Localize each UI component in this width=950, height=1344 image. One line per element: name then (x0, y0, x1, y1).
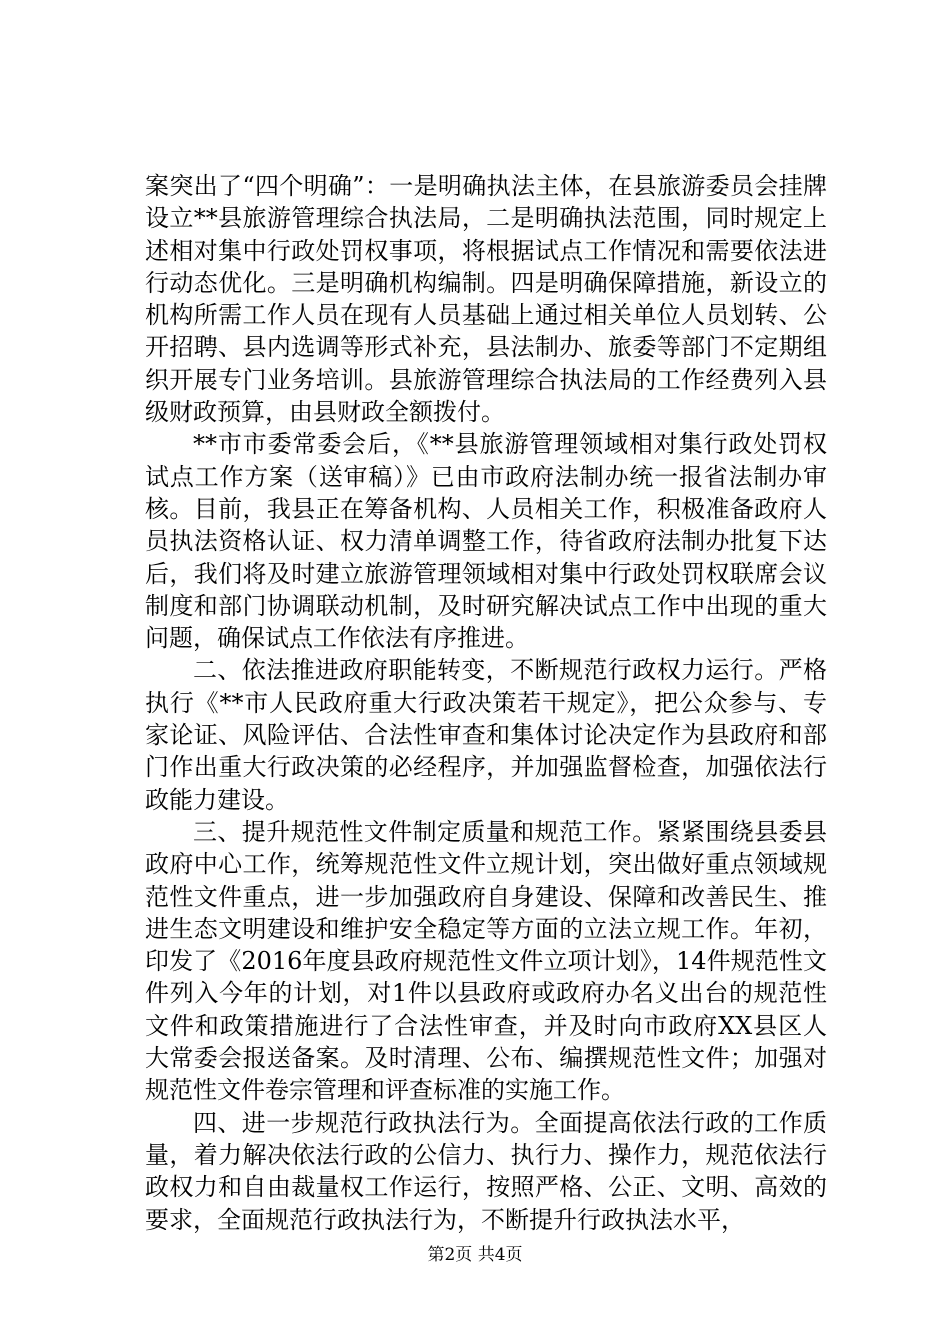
paragraph-3: 二、依法推进政府职能转变，不断规范行政权力运行。严格执行《**市人民政府重大行政决策若干规定》，把公众参与、专家论证、风险评估、合法性审查和集体讨论决定作为县政府和部门作出重大行政决策的必经程序，并加强监督检查，加强依法行政能力建设。 (145, 656, 827, 814)
page-number-footer: 第2页 共4页 (427, 1245, 523, 1265)
paragraph-1: 案突出了“四个明确”：一是明确执法主体，在县旅游委员会挂牌设立**县旅游管理综合执法局，二是明确执法范围，同时规定上述相对集中行政处罚权事项，将根据试点工作情况和需要依法进行动态优化。三是明确机构编制。四是明确保障措施，新设立的机构所需工作人员在现有人员基础上通过相关单位人员划转、公开招聘、县内选调等形式补充，县法制办、旅委等部门不定期组织开展专门业务培训。县旅游管理综合执法局的工作经费列入县级财政预算，由县财政全额拨付。 (145, 172, 827, 427)
paragraph-5: 四、进一步规范行政执法行为。全面提高依法行政的工作质量，着力解决依法行政的公信力、执行力、操作力，规范依法行政权力和自由裁量权工作运行，按照严格、公正、文明、高效的要求，全面规范行政执法行为，不断提升行政执法水平， (145, 1108, 827, 1234)
paragraph-4: 三、提升规范性文件制定质量和规范工作。紧紧围绕县委县政府中心工作，统筹规范性文件立规计划，突出做好重点领域规范性文件重点，进一步加强政府自身建设、保障和改善民生、推进生态文明建设和维护安全稳定等方面的立法立规工作。年初，印发了《2016年度县政府规范性文件立项计划》，14件规范性文件列入今年的计划，对1件以县政府或政府办名义出台的规范性文件和政策措施进行了合法性审查，并及时向市政府XX县区人大常委会报送备案。及时清理、公布、编撰规范性文件；加强对规范性文件卷宗管理和评查标准的实施工作。 (145, 817, 827, 1105)
paragraph-2: **市市委常委会后，《**县旅游管理领域相对集行政处罚权试点工作方案（送审稿）》已由市政府法制办统一报省法制办审核。目前，我县正在筹备机构、人员相关工作，积极准备政府人员执法资格认证、权力清单调整工作，待省政府法制办批复下达后，我们将及时建立旅游管理领域相对集中行政处罚权联席会议制度和部门协调联动机制，及时研究解决试点工作中出现的重大问题，确保试点工作依法有序推进。 (145, 430, 827, 653)
document-body (145, 170, 827, 1236)
